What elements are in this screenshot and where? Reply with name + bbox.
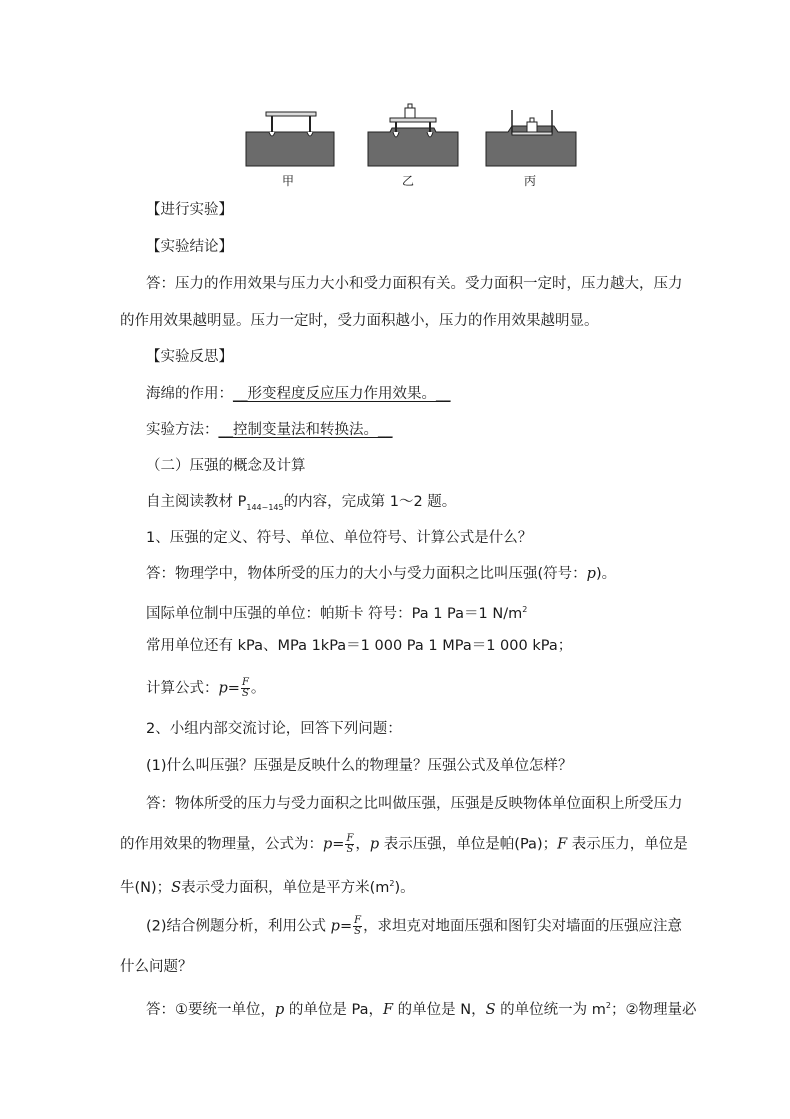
reading-text: 自主阅读教材 P <box>146 494 247 510</box>
answer-2-2-text: 答：①要统一单位， <box>146 1001 275 1018</box>
formula-p-3: p <box>330 918 340 935</box>
formula-label: 计算公式： <box>146 680 219 697</box>
answer-1-end: )。 <box>595 566 617 582</box>
sub-question-2-rest: ，求坦克对地面压强和图钉尖对墙面的压强应注意 <box>363 918 683 935</box>
conclusion-line-1: 答：压力的作用效果与压力大小和受力面积有关。受力面积一定时，压力越大，压力 <box>146 276 683 292</box>
answer-2-2-line-1 <box>146 996 697 1020</box>
f-unit: 的单位是 N， <box>393 1001 486 1018</box>
formula-fraction <box>241 678 250 699</box>
sponge-role-line <box>146 384 451 404</box>
formula-p-2: p <box>323 836 333 853</box>
answer-2-2-rest: ；②物理量必 <box>611 1001 697 1018</box>
formula-fraction-2 <box>345 834 354 855</box>
conclusion-line-2: 的作用效果越明显。压力一定时，受力面积越小，压力的作用效果越明显。 <box>120 313 599 329</box>
formula-end: 。 <box>250 680 266 697</box>
formula-fraction-3 <box>353 916 362 937</box>
figure-label-jia: 甲 <box>282 174 295 188</box>
figure-yi <box>368 104 458 166</box>
s-unit: 的单位统一为 m <box>495 1001 606 1018</box>
symbol-s-2: S <box>485 1001 496 1018</box>
section-heading-pressure: （二）压强的概念及计算 <box>146 458 306 474</box>
figure-label-bing: 丙 <box>524 174 537 188</box>
figure-jia <box>246 112 334 166</box>
unit-n: 牛(N)； <box>120 879 172 896</box>
formula-eq-2: = <box>332 836 345 853</box>
symbol-p: p <box>586 566 596 582</box>
comma: ， <box>355 836 370 853</box>
answer-1-definition <box>146 564 616 584</box>
m2-sup-2: 2 <box>605 1001 612 1010</box>
p-meaning: 表示压强，单位是帕(Pa)； <box>379 836 558 853</box>
sponge-role-answer: __形变程度反应压力作用效果。__ <box>233 386 451 402</box>
question-2: 2、小组内部交流讨论，回答下列问题： <box>146 721 402 737</box>
figure-label-yi: 乙 <box>402 174 415 188</box>
method-label: 实验方法： <box>146 422 219 438</box>
heading-conduct-experiment: 【进行实验】 <box>146 202 233 218</box>
f-meaning: 表示压力，单位是 <box>567 836 688 853</box>
heading-experiment-reflection: 【实验反思】 <box>146 349 233 365</box>
s-meaning: 表示受力面积，单位是平方米(m <box>181 879 390 896</box>
symbol-p-3: p <box>275 1001 285 1018</box>
page-range: 144~145 <box>246 502 284 512</box>
reading-text-2: 的内容，完成第 1～2 题。 <box>283 494 457 510</box>
sponge-role-label: 海绵的作用： <box>146 386 233 402</box>
method-line <box>146 420 393 440</box>
method-answer: __控制变量法和转换法。__ <box>218 422 393 438</box>
symbol-p-2: p <box>369 836 380 853</box>
sub-question-2-text: (2)结合例题分析，利用公式 <box>146 918 331 935</box>
line-end: )。 <box>394 879 415 896</box>
formula-eq: = <box>227 680 240 697</box>
formula-p: p <box>218 680 228 697</box>
question-1: 1、压强的定义、符号、单位、单位符号、计算公式是什么？ <box>146 530 533 546</box>
answer-2-1-line-2 <box>120 834 688 855</box>
sub-question-2-line-1 <box>146 916 682 937</box>
answer-2-1-line-1: 答：物体所受的压力与受力面积之比叫做压强，压强是反映物体单位面积上所受压力 <box>146 796 683 812</box>
fraction-denominator-2: S <box>346 844 354 855</box>
common-units-line: 常用单位还有 kPa、MPa 1kPa＝1 000 Pa 1 MPa＝1 000 kPa； <box>146 638 573 654</box>
formula-eq-3: = <box>339 918 353 935</box>
fraction-numerator: F <box>241 677 249 688</box>
si-unit-text: 国际单位制中压强的单位：帕斯卡 符号：Pa 1 Pa＝1 N/m <box>146 605 523 622</box>
figure-bing <box>486 110 576 166</box>
p-unit: 的单位是 Pa， <box>284 1001 383 1018</box>
sub-question-2-line-2: 什么问题？ <box>120 959 193 975</box>
symbol-s: S <box>171 879 182 896</box>
symbol-f: F <box>557 836 568 853</box>
fraction-numerator-2: F <box>346 833 354 844</box>
formula-line <box>146 678 265 699</box>
formula-intro: 的作用效果的物理量，公式为： <box>120 836 323 853</box>
si-unit-line <box>146 600 527 624</box>
si-unit-sup: 2 <box>522 605 528 614</box>
m2-sup: 2 <box>389 879 395 888</box>
fraction-numerator-3: F <box>354 915 362 926</box>
sub-question-1: (1)什么叫压强？压强是反映什么的物理量？压强公式及单位怎样？ <box>146 758 573 774</box>
fraction-denominator: S <box>242 688 249 699</box>
reading-instruction <box>146 492 456 518</box>
symbol-f-2: F <box>383 1001 394 1018</box>
heading-experiment-conclusion: 【实验结论】 <box>146 239 233 255</box>
answer-1-text: 答：物理学中，物体所受的压力的大小与受力面积之比叫压强(符号： <box>146 566 587 582</box>
fraction-denominator-3: S <box>354 926 362 937</box>
answer-2-1-line-3 <box>120 874 415 898</box>
